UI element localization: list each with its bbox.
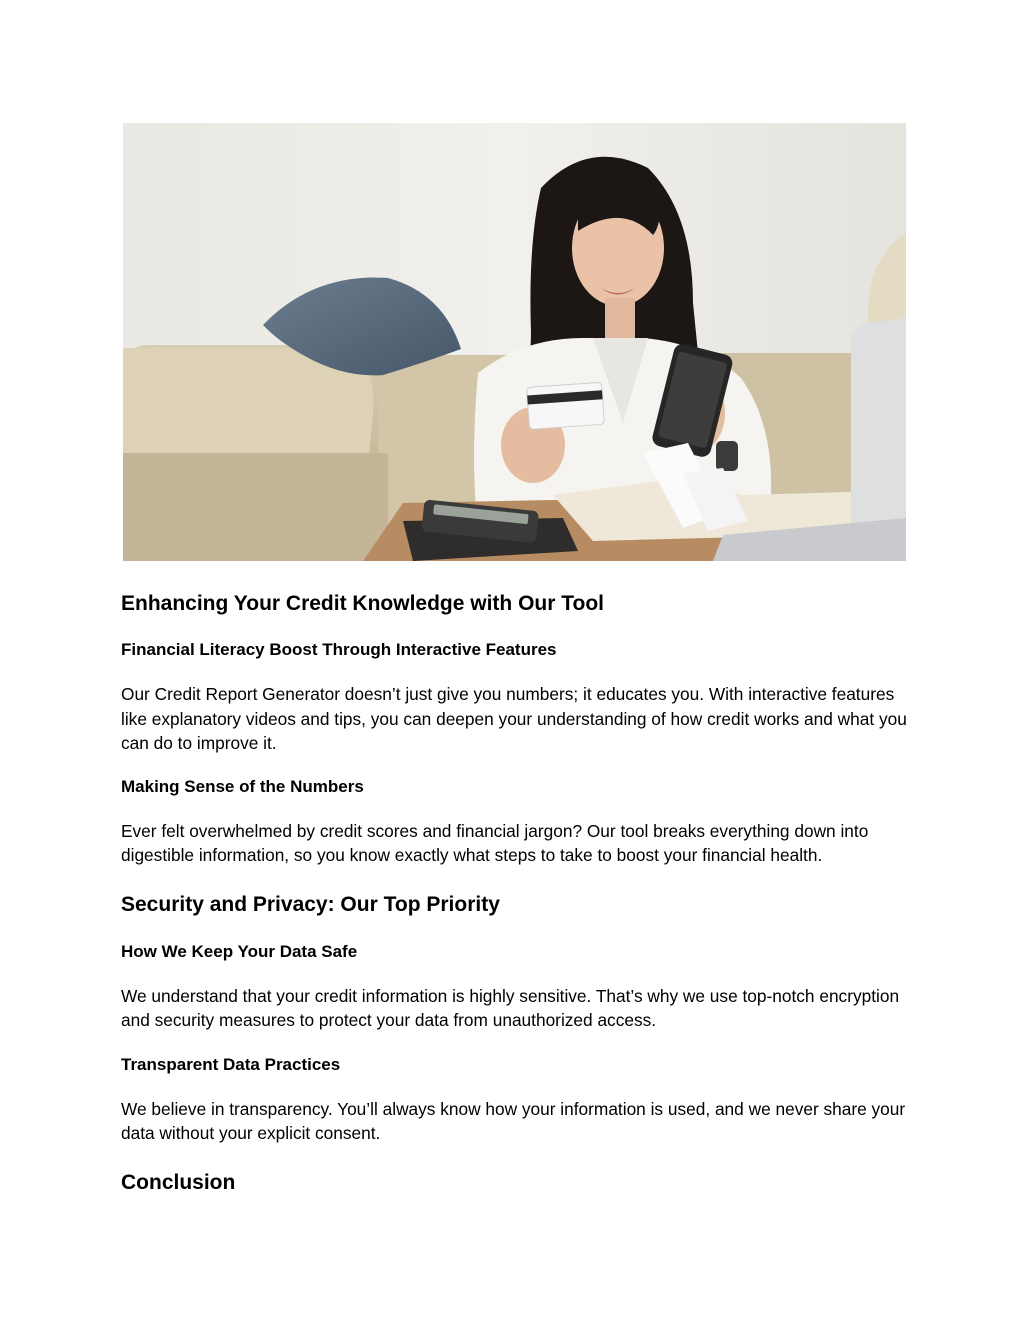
subheading-making-sense: Making Sense of the Numbers bbox=[121, 776, 364, 796]
subheading-data-safe: How We Keep Your Data Safe bbox=[121, 941, 358, 961]
paragraph-making-sense: Ever felt overwhelmed by credit scores and financial jargon? Our tool breaks everything down into digestible information, so you know exactly what steps to take to boost your financial health. bbox=[121, 820, 869, 865]
paragraph-transparent-data: We believe in transparency. You’ll always know how your information is used, and we never share your data without your explicit consent. bbox=[121, 1098, 906, 1143]
subheading-transparent-data: Transparent Data Practices bbox=[121, 1054, 341, 1074]
section-heading-security-privacy: Security and Privacy: Our Top Priority bbox=[121, 892, 500, 916]
section-heading-credit-knowledge: Enhancing Your Credit Knowledge with Our Tool bbox=[121, 592, 604, 615]
paragraph-data-safe: We understand that your credit information is highly sensitive. That’s why we use top-notch encryption and security measures to protect your data from unauthorized access. bbox=[121, 985, 900, 1030]
hero-photo bbox=[123, 123, 906, 561]
paragraph-financial-literacy: Our Credit Report Generator doesn’t just give you numbers; it educates you. With interactive features like explanatory videos and tips, you can deepen your understanding of how credit works and what you can do to improve it. bbox=[121, 684, 907, 753]
article bbox=[121, 588, 911, 1199]
subheading-financial-literacy: Financial Literacy Boost Through Interactive Features bbox=[121, 640, 557, 659]
section-heading-conclusion: Conclusion bbox=[121, 1170, 236, 1194]
